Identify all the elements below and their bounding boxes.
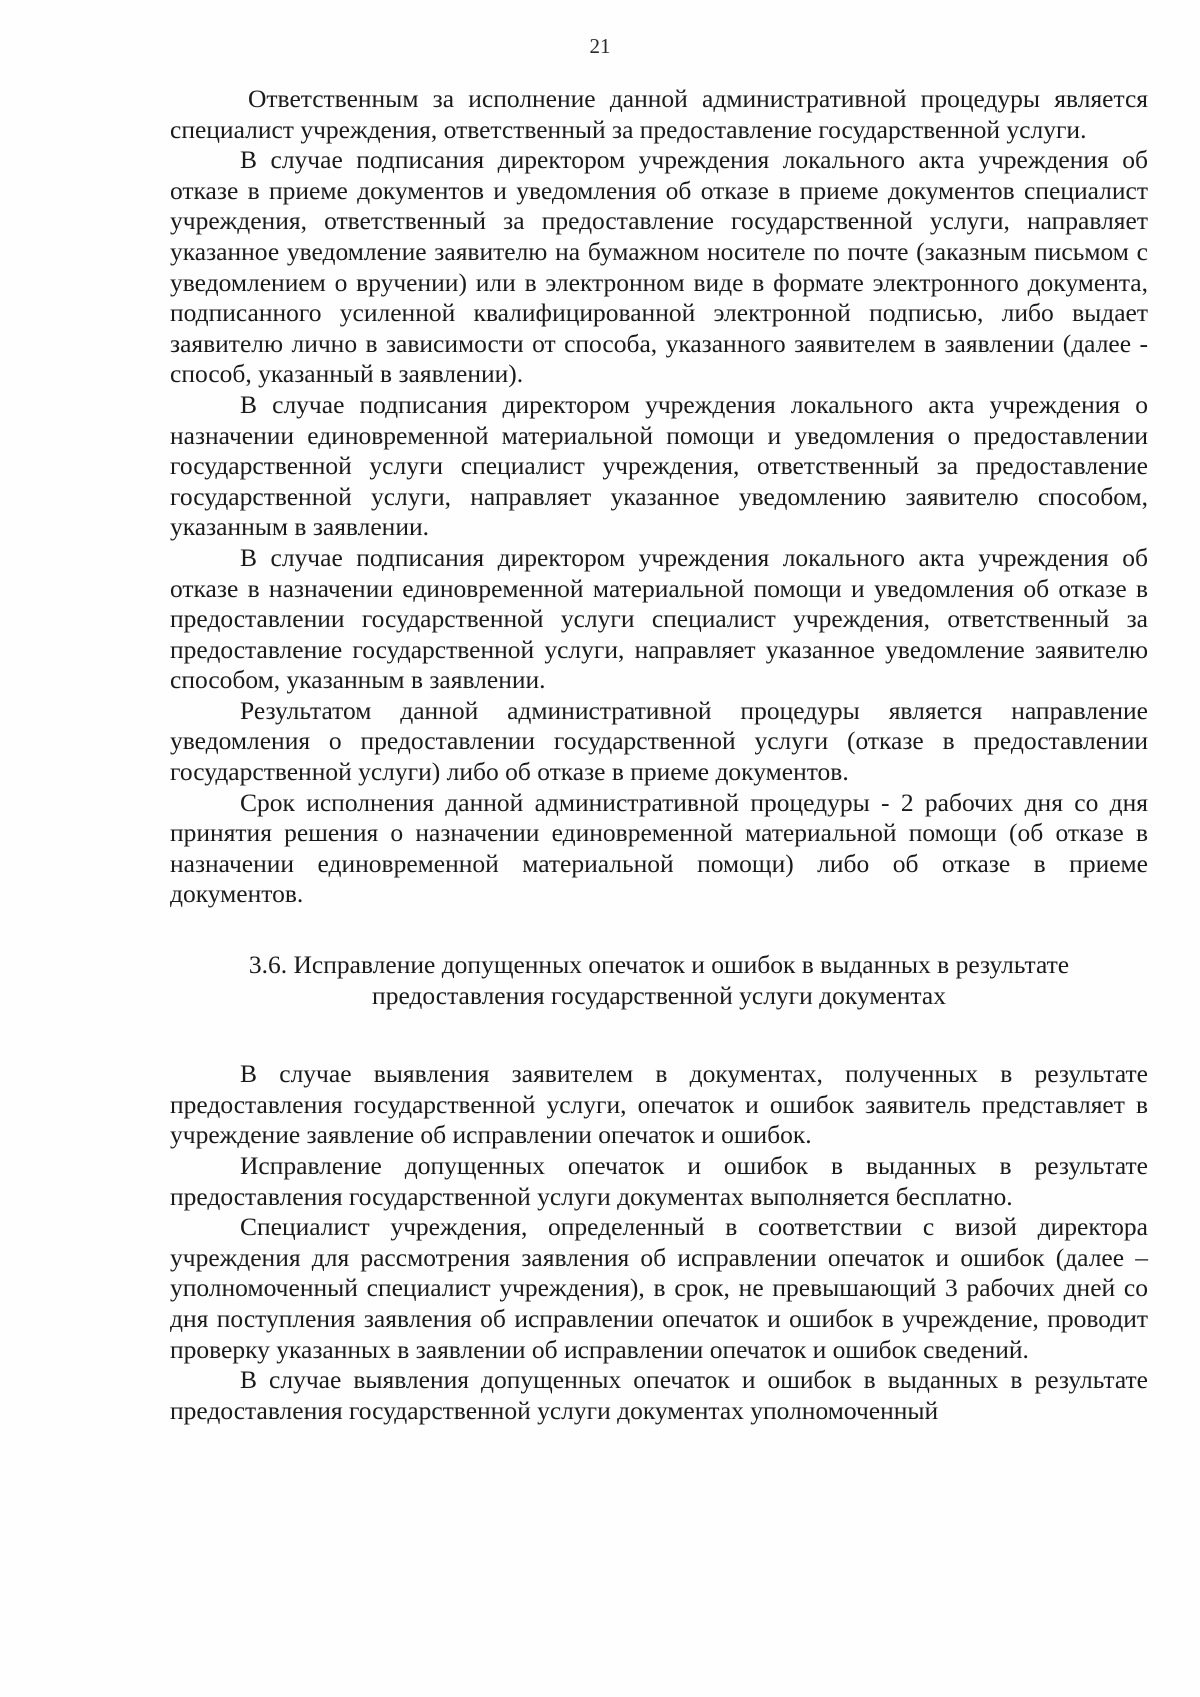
paragraph: В случае выявления заявителем в документах, полученных в результате предоставления государственной услуги, опечаток и ошибок заявитель представляет в учреждение заявление об исправлении опечаток и ошибок. <box>170 1059 1148 1150</box>
paragraph: Ответственным за исполнение данной административной процедуры является специалист учреждения, ответственный за предоставление государственной услуги. <box>170 84 1148 144</box>
paragraph: В случае выявления допущенных опечаток и ошибок в выданных в результате предоставления государственной услуги документах уполномоченный <box>170 1365 1148 1425</box>
paragraph: Исправление допущенных опечаток и ошибок в выданных в результате предоставления государственной услуги документах выполняется бесплатно. <box>170 1151 1148 1211</box>
section-heading-line: 3.6. Исправление допущенных опечаток и ошибок в выданных в результате <box>248 950 1070 980</box>
page-number: 21 <box>589 34 611 58</box>
paragraph: Результатом данной административной процедуры является направление уведомления о предоставлении государственной услуги (отказе в предоставлении государственной услуги) либо об отказе в приеме документов. <box>170 695 1148 787</box>
paragraph: В случае подписания директором учреждения локального акта учреждения о назначении единовременной материальной помощи и уведомления о предоставлении государственной услуги специалист учреждения, ответственный за предоставление государственной услуги, направляет указанное уведомлению заявителю способом, указанным в заявлении. <box>170 389 1148 542</box>
paragraph: В случае подписания директором учреждения локального акта учреждения об отказе в назначении единовременной материальной помощи и уведомления об отказе в предоставлении государственной услуги специалист учреждения, ответственный за предоставление государственной услуги, направляет указанное уведомление заявителю способом, указанным в заявлении. <box>170 542 1148 695</box>
paragraph: Специалист учреждения, определенный в соответствии с визой директора учреждения для рассмотрения заявления об исправлении опечаток и ошибок (далее – уполномоченный специалист учреждения), в срок, не превышающий 3 рабочих дней со дня поступления заявления об исправлении опечаток и ошибок в учреждение, проводит проверку указанных в заявлении об исправлении опечаток и ошибок сведений. <box>170 1212 1148 1364</box>
paragraph: Срок исполнения данной административной процедуры - 2 рабочих дня со дня принятия решения о назначении единовременной материальной помощи (об отказе в назначении единовременной материальной помощи) либо об отказе в приеме документов. <box>170 787 1148 909</box>
section-heading <box>170 950 1148 1011</box>
section-heading-line: предоставления государственной услуги документах <box>372 980 946 1010</box>
document-body <box>170 84 1148 1426</box>
paragraph: В случае подписания директором учреждения локального акта учреждения об отказе в приеме документов и уведомления об отказе в приеме документов специалист учреждения, ответственный за предоставление государственной услуги, направляет указанное уведомление заявителю на бумажном носителе по почте (заказным письмом с уведомлением о вручении) или в электронном виде в формате электронного документа, подписанного усиленной квалифицированной электронной подписью, либо выдает заявителю лично в зависимости от способа, указанного заявителем в заявлении (далее - способ, указанный в заявлении). <box>170 145 1148 389</box>
